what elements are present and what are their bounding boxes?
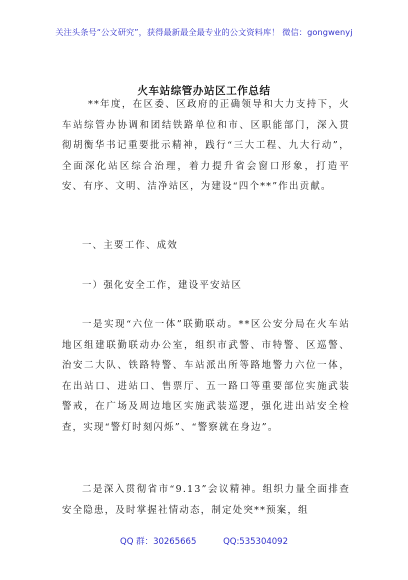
footer-qq: QQ:535304092 xyxy=(223,537,288,547)
section-heading: 一、主要工作、成效 xyxy=(82,240,179,251)
footer-qq-group: QQ 群：30265665 xyxy=(120,537,197,547)
subsection-heading: 一）强化安全工作，建设平安站区 xyxy=(82,280,243,291)
footer-contact xyxy=(0,535,408,547)
body-paragraph-one: 一是实现“六位一体”联勤联动。**区公安分局在火车站地区组建联勤联动办公室，组织市武警、市特警、区巡警、治安二大队、铁路特警、车站派出所等路地警力六位一体，在出站口、进站口、售票厅、五一路口等重要部位实施武装警戒，在广场及周边地区实施武装巡逻，强化进出站安全检查，实现“警灯时刻闪烁”、“警察就在身边”。 xyxy=(62,319,350,433)
body-paragraph-two: 二是深入贯彻省市“9.13”会议精神。组织力量全面排查安全隐患，及时掌握社情动态，制定处突**预案，组 xyxy=(62,484,350,516)
document-title: 火车站综管办站区工作总结 xyxy=(137,85,271,97)
intro-paragraph: **年度，在区委、区政府的正确领导和大力支持下，火车站综管办协调和团结铁路单位和市、区职能部门，深入贯彻胡衡华书记重要批示精神，践行“三大工程、九大行动”，全面深化站区综合治理，着力提升省会窗口形象，打造平安、有序、文明、洁净站区，为建设“四个**”作出贡献。 xyxy=(62,99,350,192)
header-banner: 关注头条号“公文研究”，获得最新最全最专业的公文资料库！ 微信：gongwenyj xyxy=(55,27,353,37)
